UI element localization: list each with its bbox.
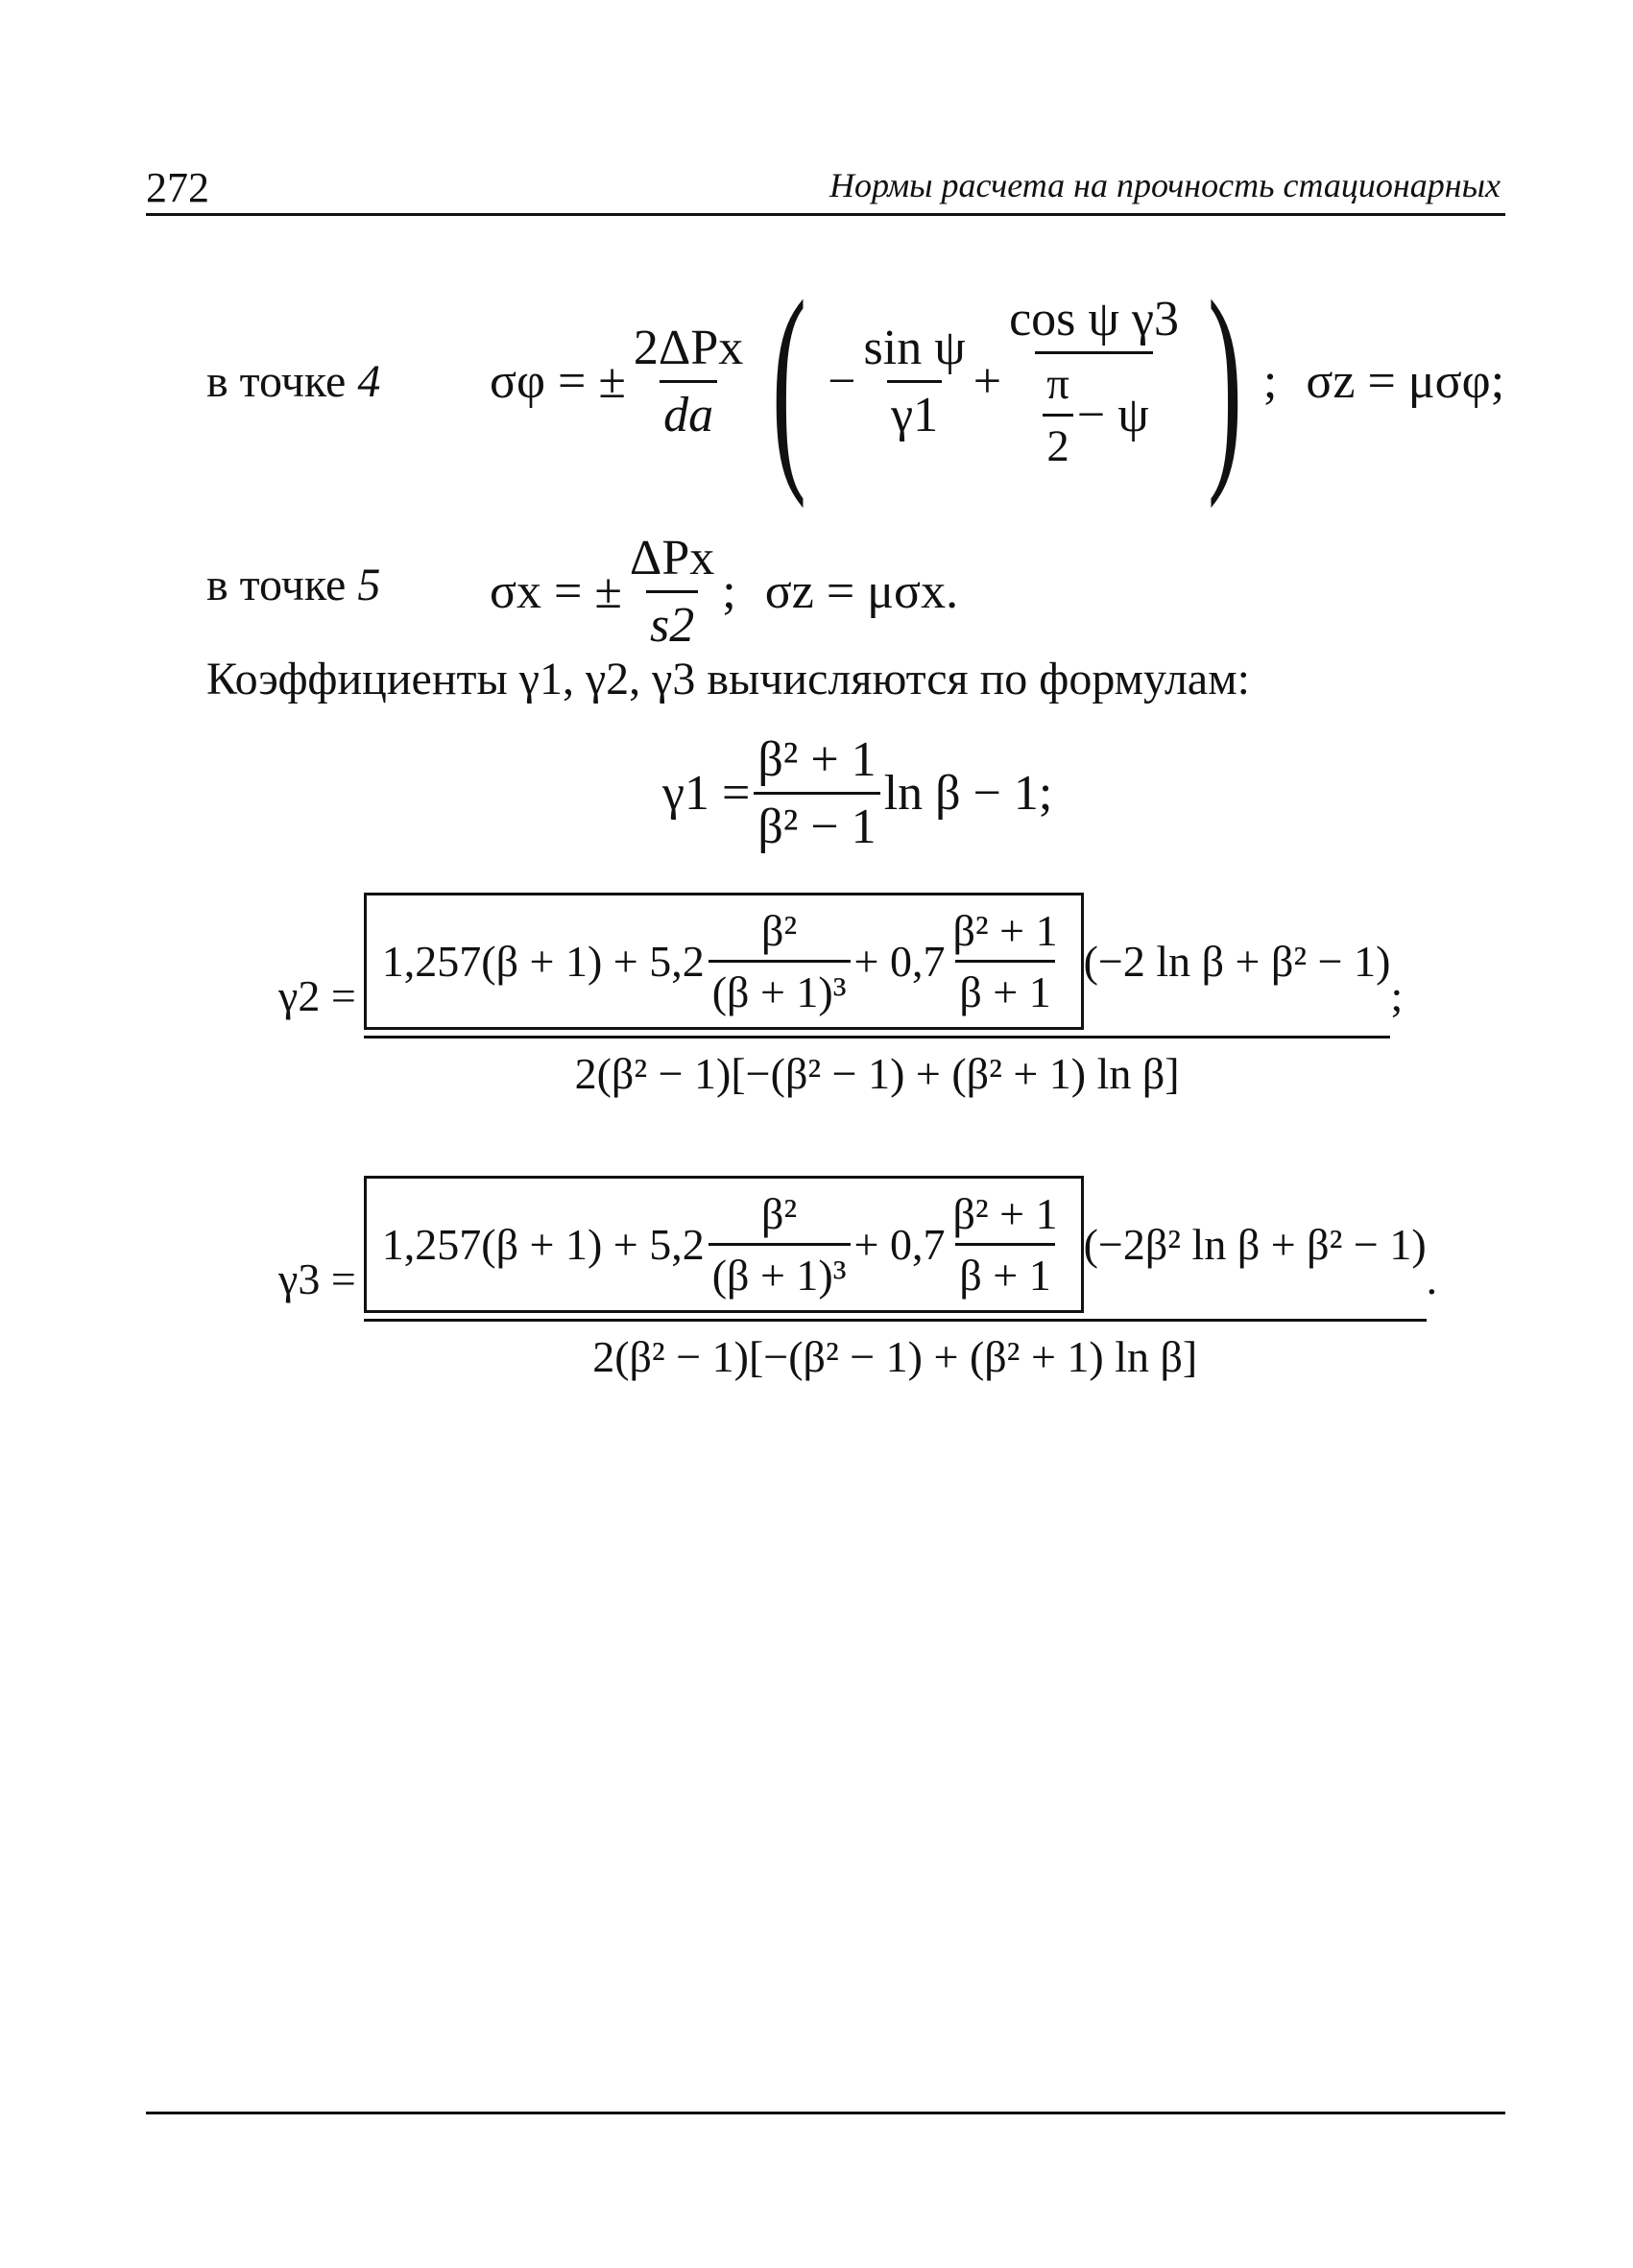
point5-label: в точке 5 [206, 560, 381, 610]
point4-label: в точке 4 [206, 356, 381, 407]
point5-fraction: $\frac{\text{ΔPx}}{s2}$ [629, 531, 715, 653]
gamma2-fraction: 1,257(β + 1) + 5,2 $\frac{\text{β²}}{\text{(β + 1)³}}$ + 0,7 $\frac{\text{β² + 1}}{\beta + 1}$ (−2 ln β + β² − 1) 2(β² − 1)[−(β² − 1) + (β² + 1) ln β] [364, 893, 1391, 1099]
coefficients-intro: Коэффициенты γ1, γ2, γ3 вычисляются по формулам: [206, 654, 1250, 704]
point4-sigma-z: σz = μσφ; [1306, 353, 1505, 409]
point4-term1: $\frac{\text{sin ψ}}{\gamma 1}$ [863, 320, 966, 442]
footer-rule [146, 2112, 1505, 2114]
right-paren: ) [1207, 253, 1242, 509]
point4-term2: cos ψ γ3 $\frac{\pi}{2}$ − ψ [1009, 291, 1179, 471]
gamma1-fraction: $\frac{\text{β² + 1}}{\text{β² − 1}}$ [754, 731, 879, 855]
left-paren: ( [772, 253, 807, 509]
page-number: 272 [146, 164, 209, 211]
running-title: Нормы расчета на прочность стационарных [829, 166, 1501, 204]
header-rule [146, 213, 1505, 216]
gamma1-formula: γ1 = $\frac{\text{β² + 1}}{\text{β² − 1}}$ ln β − 1; [662, 732, 1053, 854]
point4-lhs: σφ = ± [490, 353, 626, 409]
gamma2-formula: γ2 = 1,257(β + 1) + 5,2 $\frac{\text{β²}}{\text{(β + 1)³}}$ + 0,7 $\frac{\text{β² + 1}}{\beta + 1}$ (−2 ln β + β² − 1) 2(β² − 1)[−(β² − 1) + (β² + 1) ln β] ; [278, 893, 1403, 1099]
point4-formula: σφ = ± $\frac{\text{2ΔPx}}{da}$ ( − $\frac{\text{sin ψ}}{\gamma 1}$ + cos ψ γ3 $\frac{\pi}{2}$ − ψ ) ; σz = μσφ; [490, 253, 1505, 509]
point5-sigma-z: σz = μσx. [764, 564, 959, 619]
gamma3-fraction: 1,257(β + 1) + 5,2 $\frac{\text{β²}}{\text{(β + 1)³}}$ + 0,7 $\frac{\text{β² + 1}}{\beta + 1}$ (−2β² ln β + β² − 1) 2(β² − 1)[−(β² − 1) + (β² + 1) ln β] [364, 1176, 1427, 1382]
point4-main-fraction: $\frac{\text{2ΔPx}}{da}$ [633, 320, 744, 442]
gamma3-formula: γ3 = 1,257(β + 1) + 5,2 $\frac{\text{β²}}{\text{(β + 1)³}}$ + 0,7 $\frac{\text{β² + 1}}{\beta + 1}$ (−2β² ln β + β² − 1) 2(β² − 1)[−(β² − 1) + (β² + 1) ln β] . [278, 1176, 1437, 1382]
point5-formula: σx = ± $\frac{\text{ΔPx}}{s2}$ ; σz = μσx. [490, 531, 959, 653]
